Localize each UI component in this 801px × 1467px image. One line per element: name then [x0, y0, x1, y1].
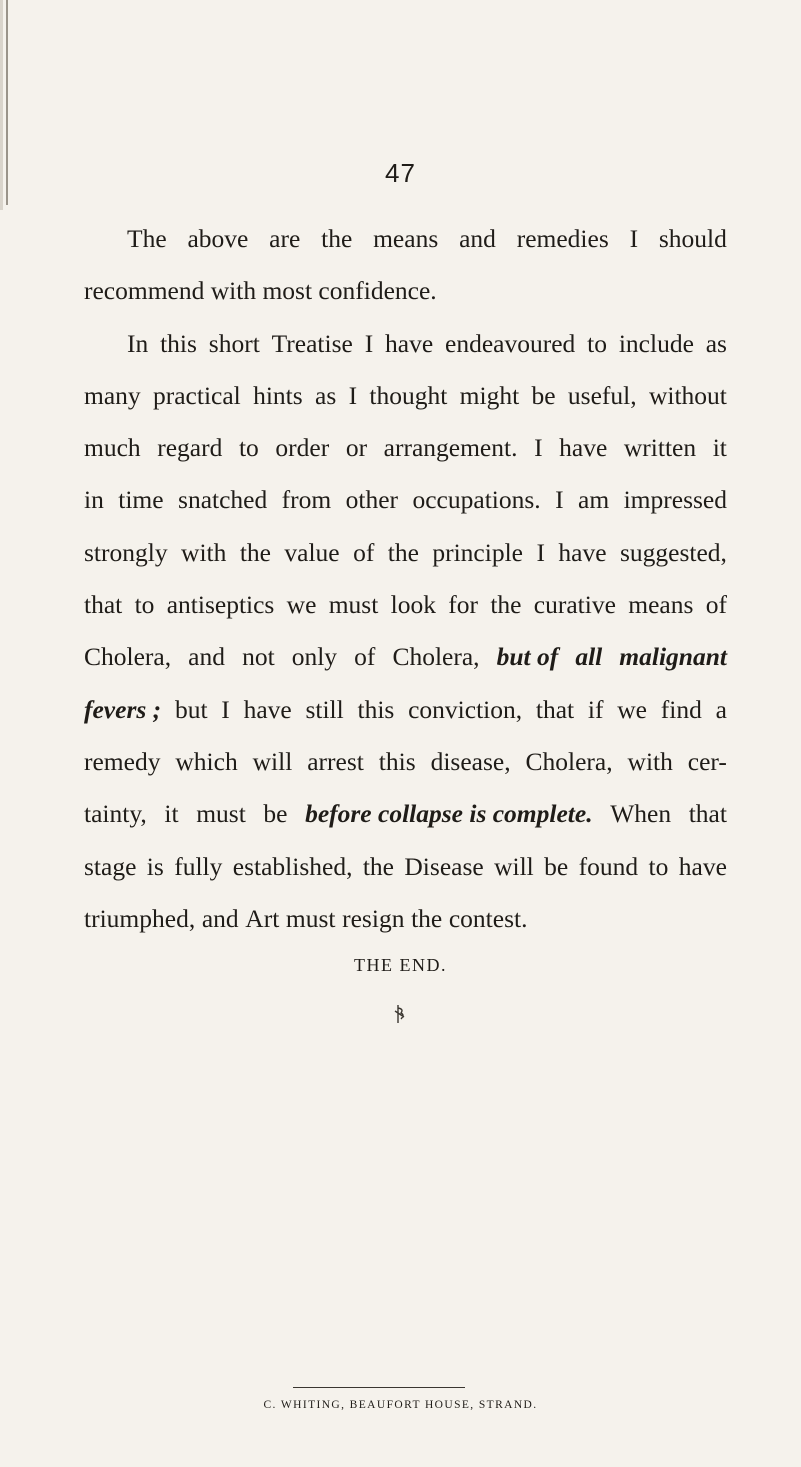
text-line [84, 474, 727, 526]
word: be [544, 851, 569, 881]
text-line [84, 684, 727, 736]
word: snatched [178, 485, 268, 515]
word: have [243, 694, 292, 724]
word: we [617, 694, 647, 724]
text-line [84, 736, 727, 788]
word: are [269, 224, 301, 253]
word: of [353, 537, 375, 567]
text-line [84, 213, 727, 265]
word: to [238, 433, 259, 463]
the-end-heading: THE END. [354, 955, 447, 975]
word: a [715, 694, 727, 724]
word: I [221, 694, 230, 724]
word: look [390, 590, 436, 620]
word: order [275, 433, 330, 463]
word: means [628, 590, 694, 620]
word: if [587, 694, 604, 724]
text-line [84, 788, 727, 840]
word: the [411, 903, 443, 933]
word: as [315, 380, 337, 410]
word: tainty, [84, 799, 147, 829]
word: it [164, 799, 179, 829]
word: to [134, 590, 155, 620]
text-line [84, 318, 727, 370]
word: be [531, 380, 556, 410]
word: The [127, 224, 167, 253]
printer-imprint: C. WHITING, BEAUFORT HOUSE, STRAND. [263, 1399, 538, 1411]
word: but [174, 694, 208, 724]
body-text [84, 213, 727, 945]
word: we [286, 590, 317, 620]
word: means [373, 224, 439, 253]
word: above [187, 224, 249, 253]
word: without [648, 380, 727, 410]
word: or [345, 433, 368, 463]
word: Cholera, [525, 746, 613, 776]
word: practical [152, 380, 241, 410]
word: the [362, 851, 394, 881]
text-line [84, 893, 727, 945]
printers-mark-icon [393, 1004, 407, 1024]
word: with [627, 746, 673, 776]
word: In [127, 328, 149, 358]
word: established, [232, 851, 353, 881]
word: find [660, 694, 702, 724]
word: to [587, 328, 607, 358]
text-line [84, 527, 727, 579]
page-number: 47 [385, 158, 416, 188]
word: value [284, 537, 340, 567]
word: Cholera, [392, 642, 480, 672]
italic-word: fevers ; [84, 694, 162, 724]
word: this [378, 746, 416, 776]
word: as [705, 328, 727, 358]
word: this [357, 694, 395, 724]
word: and [201, 903, 239, 933]
word: that [688, 799, 727, 829]
word: triumphed, [84, 903, 196, 933]
italic-phrase: before collapse is complete. [305, 799, 593, 829]
word: useful, [567, 380, 637, 410]
word: am [578, 485, 610, 515]
text-line [84, 370, 727, 422]
word: endeavoured [445, 328, 576, 358]
word: I [536, 537, 545, 567]
word: in [84, 485, 104, 515]
text-line [84, 841, 727, 893]
word: to [648, 851, 669, 881]
word: strongly [84, 537, 168, 567]
word: time [118, 485, 164, 515]
word: that [535, 694, 575, 724]
word: suggested, [619, 537, 727, 567]
word: I [534, 433, 543, 463]
word: still [305, 694, 344, 724]
word: must [196, 799, 246, 829]
word: the [387, 537, 419, 567]
word: which [175, 746, 238, 776]
word: short [208, 328, 260, 358]
word: have [559, 433, 608, 463]
word: hints [253, 380, 303, 410]
word: I [348, 380, 358, 410]
word: Art [245, 903, 280, 933]
word: regard [157, 433, 223, 463]
word: will [252, 746, 293, 776]
word: found [578, 851, 639, 881]
word: impressed [623, 485, 727, 515]
word: occupations. [412, 485, 541, 515]
word: thought [369, 380, 448, 410]
word: have [558, 537, 607, 567]
word: the [239, 537, 271, 567]
divider-rule [293, 1387, 465, 1388]
word: arrest [307, 746, 364, 776]
text-line [84, 265, 727, 317]
word: include [618, 328, 694, 358]
phrase: recommend with most confidence. [84, 276, 437, 306]
word: remedy [84, 746, 161, 776]
word: I [629, 224, 639, 253]
word: stage [84, 851, 137, 881]
word: written [623, 433, 697, 463]
word: of [705, 590, 727, 620]
word: cer- [687, 746, 727, 776]
word: is [146, 851, 164, 881]
word: Cholera, [84, 642, 172, 672]
word: might [459, 380, 520, 410]
word: only [291, 642, 338, 672]
word: conviction, [408, 694, 523, 724]
word: must [285, 903, 336, 933]
word: will [494, 851, 534, 881]
word: antiseptics [166, 590, 275, 620]
word: and [459, 224, 496, 253]
word: not [242, 642, 275, 672]
word: this [160, 328, 197, 358]
word: I [555, 485, 564, 515]
word: with [181, 537, 227, 567]
word: When [610, 799, 672, 829]
word: arrangement. [383, 433, 518, 463]
italic-word: but of [496, 642, 559, 672]
word: other [345, 485, 399, 515]
text-line [84, 631, 727, 683]
word: remedies [516, 224, 609, 253]
word: curative [533, 590, 616, 620]
word: have [385, 328, 434, 358]
word: fully [174, 851, 223, 881]
word: must [328, 590, 379, 620]
word: many [84, 380, 141, 410]
word: I [364, 328, 374, 358]
word: principle [432, 537, 523, 567]
word: resign [342, 903, 405, 933]
word: that [84, 590, 123, 620]
word: contest. [448, 903, 528, 933]
word: should [658, 224, 727, 253]
word: have [678, 851, 727, 881]
word: Treatise [271, 328, 353, 358]
word: be [263, 799, 288, 829]
text-line [84, 579, 727, 631]
word: it [712, 433, 727, 463]
word: for [448, 590, 479, 620]
word: of [354, 642, 376, 672]
word: Disease [404, 851, 484, 881]
word: the [490, 590, 522, 620]
italic-word: malignant [619, 642, 727, 672]
word: disease, [430, 746, 511, 776]
word: much [84, 433, 141, 463]
word: the [321, 224, 353, 253]
italic-word: all [575, 642, 603, 672]
word: from [281, 485, 332, 515]
text-line [84, 422, 727, 474]
word: and [188, 642, 225, 672]
